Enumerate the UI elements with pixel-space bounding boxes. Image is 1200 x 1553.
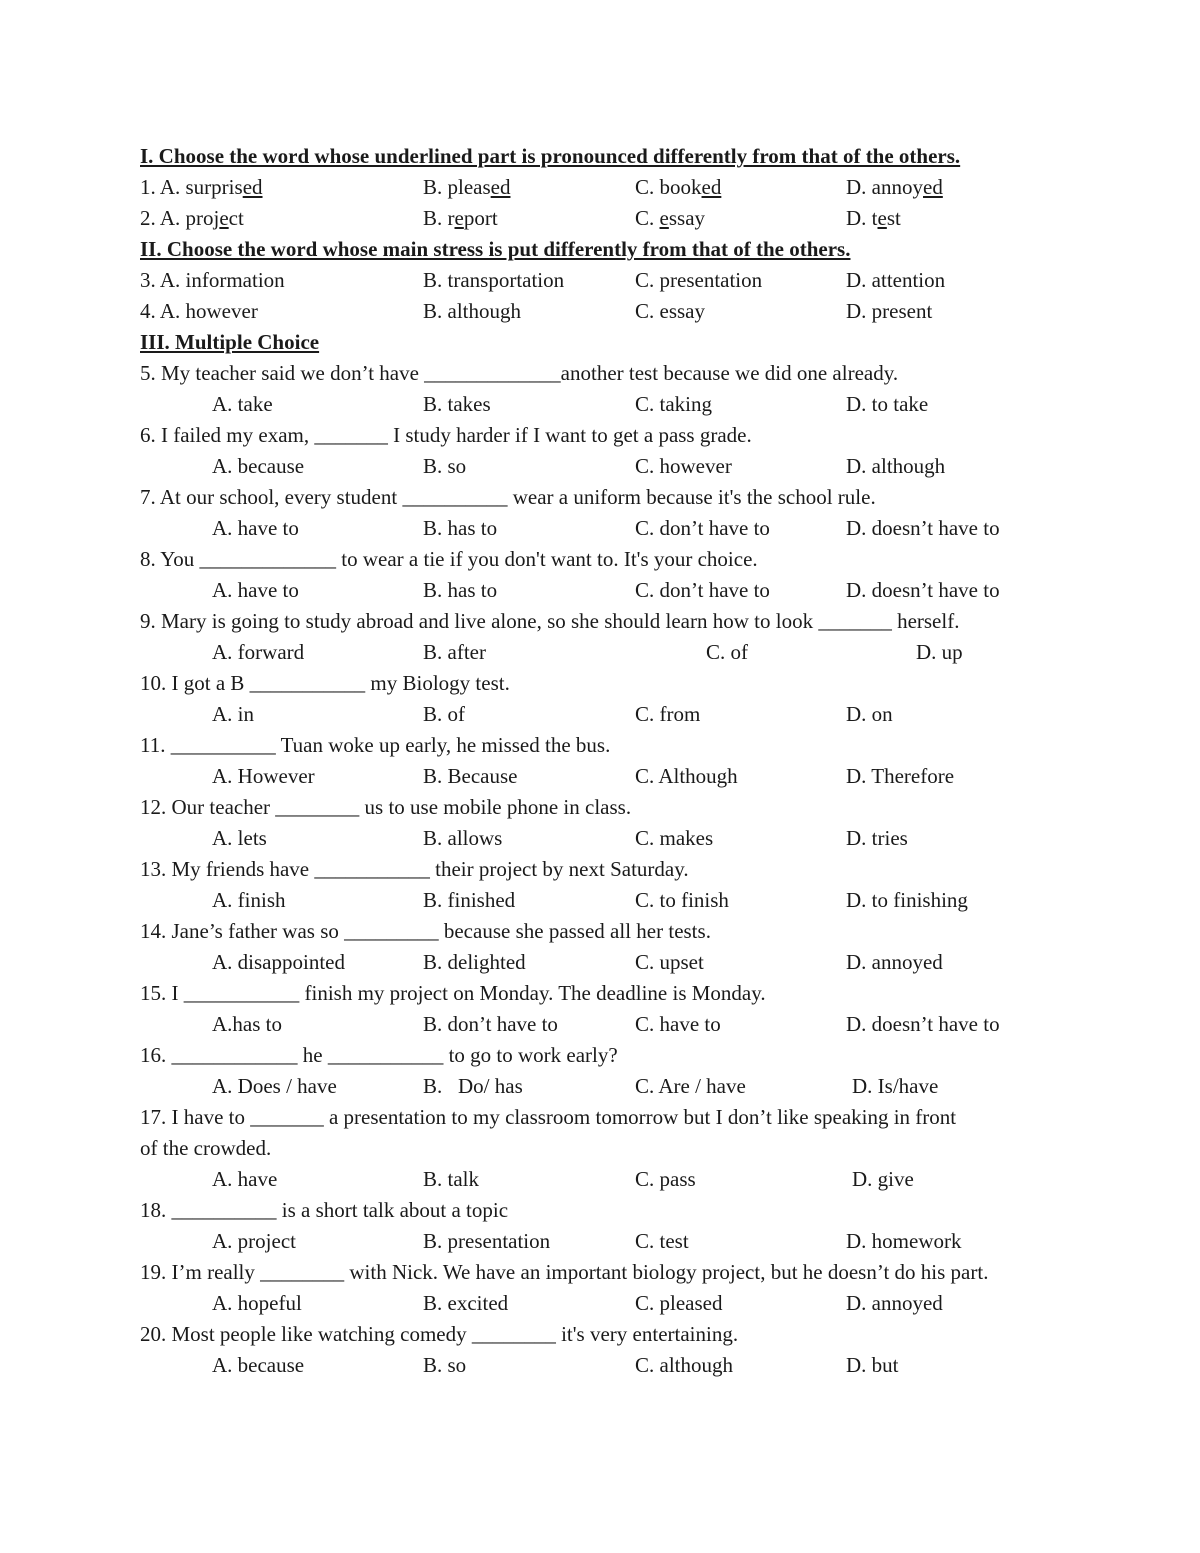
option-a: A. because	[212, 454, 305, 478]
option-d: D. to take	[846, 392, 929, 416]
option-d: D. tries	[846, 826, 908, 850]
option-c: C. don’t have to	[635, 578, 770, 602]
question-14-options	[140, 947, 1120, 978]
option-b: B. excited	[423, 1291, 509, 1315]
option-c: C. have to	[635, 1012, 721, 1036]
option-b: B. has to	[423, 516, 498, 540]
option-d: D. doesn’t have to	[846, 516, 1000, 540]
option-c: C. don’t have to	[635, 516, 770, 540]
question-13-options	[140, 885, 1120, 916]
question-12-options	[140, 823, 1120, 854]
option-b: B. of	[423, 702, 465, 726]
question-12-text: 12. Our teacher ________ us to use mobile phone in class.	[140, 795, 632, 819]
question-17-text: 17. I have to _______ a presentation to my classroom tomorrow but I don’t like speaking in front	[140, 1105, 957, 1129]
question-7-text: 7. At our school, every student __________ wear a uniform because it's the school rule.	[140, 485, 876, 509]
option-c: C. to finish	[635, 888, 729, 912]
option-a: A. because	[212, 1353, 305, 1377]
option-d: D. annoyed	[846, 950, 943, 974]
option-a: A. hopeful	[212, 1291, 302, 1315]
option-c: C. although	[635, 1353, 733, 1377]
question-6-options	[140, 451, 1120, 482]
question-6-text: 6. I failed my exam, _______ I study harder if I want to get a pass grade.	[140, 423, 752, 447]
question-8-text: 8. You _____________ to wear a tie if you don't want to. It's your choice.	[140, 547, 758, 571]
option-d: D. present	[846, 299, 933, 323]
question-5-options	[140, 389, 1120, 420]
option-d: D. attention	[846, 268, 946, 292]
option-d: D. on	[846, 702, 893, 726]
option-a: A. lets	[212, 826, 267, 850]
option-d: D. doesn’t have to	[846, 1012, 1000, 1036]
option-a: 4. A. however	[140, 299, 258, 323]
question-1	[140, 172, 1120, 203]
question-15-options	[140, 1009, 1120, 1040]
option-d: D. test	[846, 206, 901, 230]
option-c: C. makes	[635, 826, 714, 850]
question-8-options	[140, 575, 1120, 606]
option-a: A. have to	[212, 516, 299, 540]
option-b: B. Because	[423, 764, 518, 788]
option-c: C. of	[706, 640, 748, 664]
option-a: A.has to	[212, 1012, 282, 1036]
question-19-text: 19. I’m really ________ with Nick. We have an important biology project, but he doesn’t do his part.	[140, 1260, 989, 1284]
option-a: A. finish	[212, 888, 286, 912]
option-a: A. disappointed	[212, 950, 345, 974]
option-d: D. homework	[846, 1229, 962, 1253]
option-b: B. after	[423, 640, 486, 664]
question-4	[140, 296, 1120, 327]
option-c: C. essay	[635, 206, 706, 230]
question-19-options	[140, 1288, 1120, 1319]
option-a: A. have	[212, 1167, 278, 1191]
question-15-text: 15. I ___________ finish my project on Monday. The deadline is Monday.	[140, 981, 766, 1005]
option-d: D. up	[916, 640, 963, 664]
question-17-text-cont: of the crowded.	[140, 1136, 272, 1160]
question-20-text: 20. Most people like watching comedy ________ it's very entertaining.	[140, 1322, 739, 1346]
option-d: D. annoyed	[846, 1291, 943, 1315]
section-2-heading: II. Choose the word whose main stress is put differently from that of the others.	[140, 237, 851, 261]
option-b: B. so	[423, 1353, 467, 1377]
option-a: 3. A. information	[140, 268, 285, 292]
option-b: B. delighted	[423, 950, 526, 974]
option-b: B. allows	[423, 826, 503, 850]
option-c: C. however	[635, 454, 732, 478]
option-c: C. essay	[635, 299, 705, 323]
option-a: 2. A. project	[140, 206, 244, 230]
section-3-heading: III. Multiple Choice	[140, 330, 320, 354]
option-b: B. report	[423, 206, 498, 230]
option-a: A. have to	[212, 578, 299, 602]
option-b: B. pleased	[423, 175, 511, 199]
option-c: C. taking	[635, 392, 712, 416]
option-c: C. test	[635, 1229, 689, 1253]
option-c: C. pleased	[635, 1291, 723, 1315]
question-5-text: 5. My teacher said we don’t have _____________another test because we did one already.	[140, 361, 899, 385]
option-b: B. has to	[423, 578, 498, 602]
option-d: D. Is/have	[852, 1074, 939, 1098]
option-a: A. However	[212, 764, 315, 788]
option-d: D. although	[846, 454, 946, 478]
question-11-options	[140, 761, 1120, 792]
option-b: B. although	[423, 299, 521, 323]
option-a: A. take	[212, 392, 273, 416]
option-b: B. presentation	[423, 1229, 551, 1253]
option-c: C. upset	[635, 950, 704, 974]
option-d: D. give	[852, 1167, 914, 1191]
question-18-options	[140, 1226, 1120, 1257]
question-9-options	[140, 637, 1120, 668]
option-b: B. don’t have to	[423, 1012, 558, 1036]
option-b: B. talk	[423, 1167, 479, 1191]
question-9-text: 9. Mary is going to study abroad and live alone, so she should learn how to look _______ herself.	[140, 609, 960, 633]
option-a: A. forward	[212, 640, 305, 664]
option-d: D. doesn’t have to	[846, 578, 1000, 602]
question-16-options	[140, 1071, 1120, 1102]
worksheet-content	[140, 141, 1120, 1381]
question-17-options	[140, 1164, 1120, 1195]
option-d: D. Therefore	[846, 764, 955, 788]
option-b: B. takes	[423, 392, 491, 416]
option-b: B. so	[423, 454, 467, 478]
question-18-text: 18. __________ is a short talk about a topic	[140, 1198, 509, 1222]
option-c: C. booked	[635, 175, 722, 199]
section-1-heading: I. Choose the word whose underlined part is pronounced differently from that of the others.	[140, 144, 961, 168]
question-2	[140, 203, 1120, 234]
option-a: A. project	[212, 1229, 296, 1253]
option-d: D. but	[846, 1353, 899, 1377]
question-14-text: 14. Jane’s father was so _________ because she passed all her tests.	[140, 919, 711, 943]
option-d: D. annoyed	[846, 175, 943, 199]
option-c: C. pass	[635, 1167, 696, 1191]
question-10-text: 10. I got a B ___________ my Biology test.	[140, 671, 510, 695]
question-11-text: 11. __________ Tuan woke up early, he missed the bus.	[140, 733, 611, 757]
question-20-options	[140, 1350, 1120, 1381]
option-b: B. Do/ has	[423, 1074, 523, 1098]
question-10-options	[140, 699, 1120, 730]
question-3	[140, 265, 1120, 296]
option-b: B. transportation	[423, 268, 565, 292]
option-c: C. presentation	[635, 268, 763, 292]
question-16-text: 16. ____________ he ___________ to go to work early?	[140, 1043, 618, 1067]
question-7-options	[140, 513, 1120, 544]
option-a: A. in	[212, 702, 254, 726]
option-a: 1. A. surprised	[140, 175, 263, 199]
option-c: C. Although	[635, 764, 738, 788]
option-c: C. from	[635, 702, 701, 726]
question-13-text: 13. My friends have ___________ their project by next Saturday.	[140, 857, 689, 881]
option-c: C. Are / have	[635, 1074, 746, 1098]
option-a: A. Does / have	[212, 1074, 337, 1098]
option-d: D. to finishing	[846, 888, 968, 912]
option-b: B. finished	[423, 888, 516, 912]
